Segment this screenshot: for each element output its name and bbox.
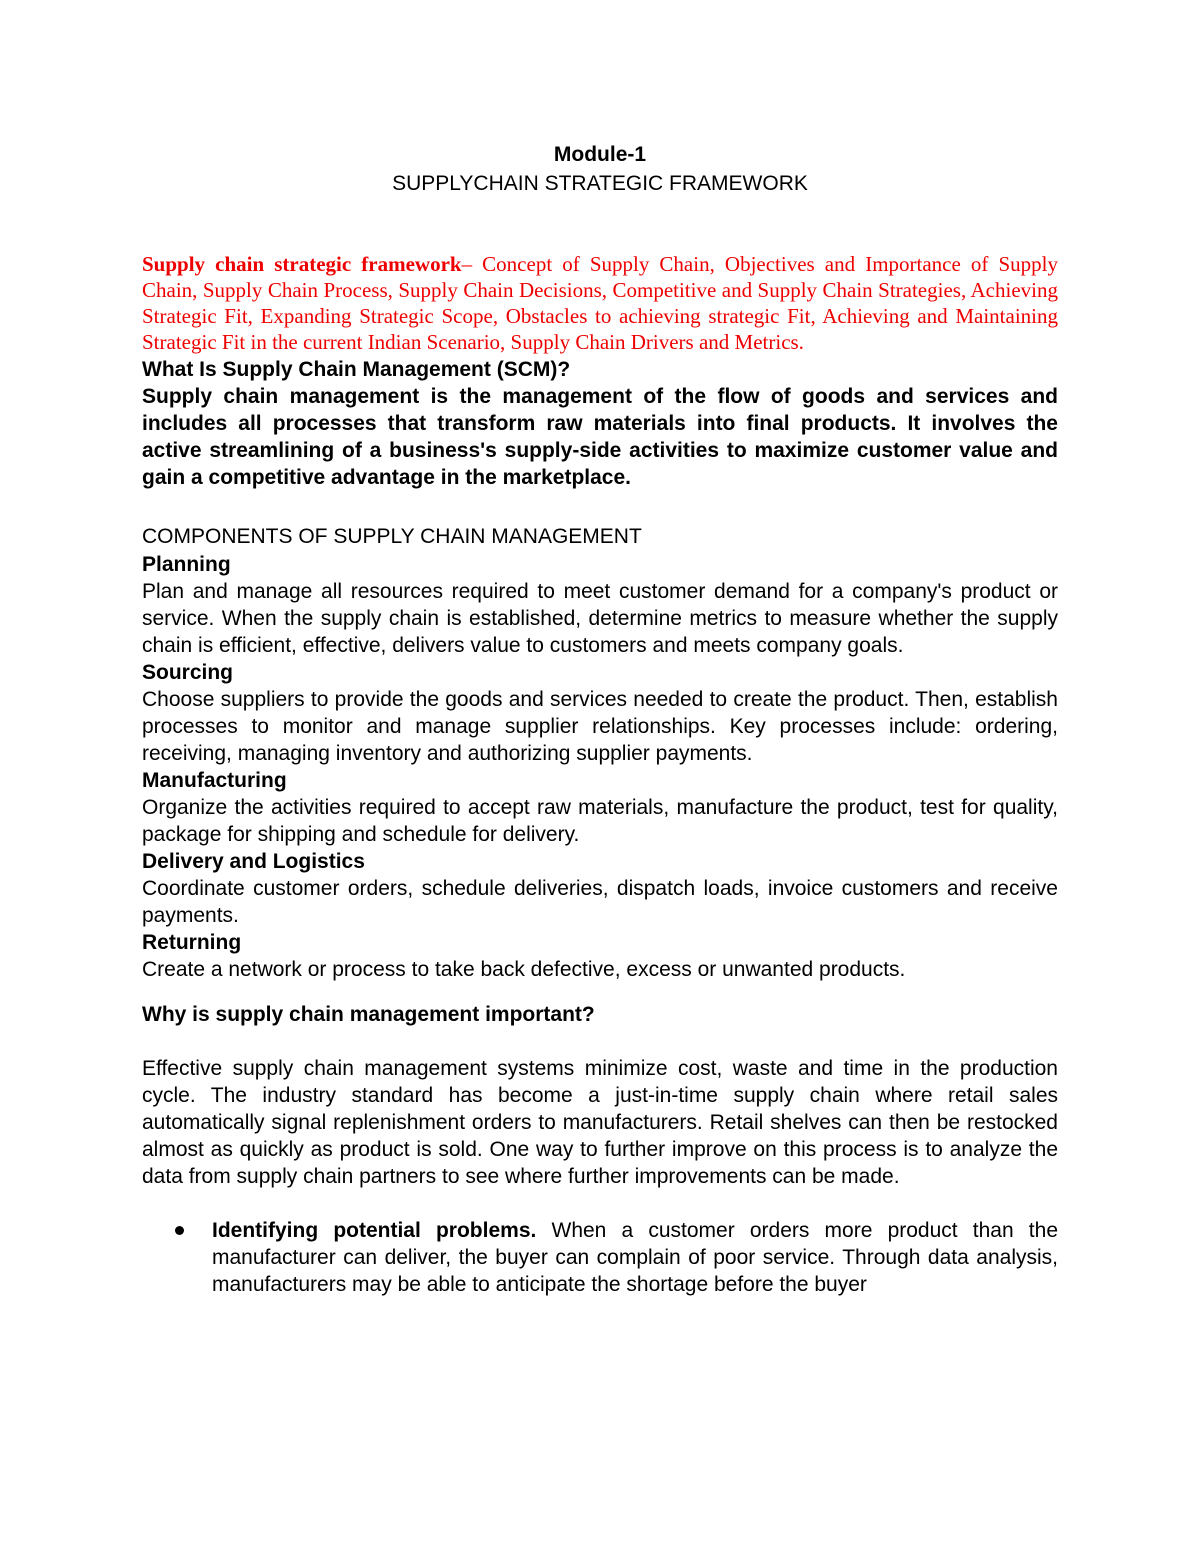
importance-bullet-list (142, 1217, 1058, 1298)
scm-definition: Supply chain management is the management of the flow of goods and services and includes all processes that transform raw materials into final products. It involves the active streamlining of a business's supply-side activities to maximize customer value and gain a competitive advantage in the marketplace. (142, 385, 1058, 489)
intro-paragraph (142, 251, 1058, 355)
importance-heading: Why is supply chain management important? (142, 1003, 595, 1026)
list-item (142, 1217, 1058, 1298)
component-text: Coordinate customer orders, schedule deliveries, dispatch loads, invoice customers and receive payments. (142, 877, 1058, 927)
component-planning (142, 551, 1058, 659)
component-title: Manufacturing (142, 769, 287, 792)
bullet-icon (175, 1226, 184, 1235)
scm-question-heading: What Is Supply Chain Management (SCM)? (142, 358, 571, 381)
component-text: Create a network or process to take back defective, excess or unwanted products. (142, 958, 906, 981)
component-sourcing (142, 659, 1058, 767)
component-title: Delivery and Logistics (142, 850, 365, 873)
component-text: Plan and manage all resources required to meet customer demand for a company's product or service. When the supply chain is established, determine metrics to measure whether the supply chain is efficient, effective, delivers value to customers and meets company goals. (142, 580, 1058, 657)
document-title: SUPPLYCHAIN STRATEGIC FRAMEWORK (392, 172, 808, 195)
intro-dash: – (461, 252, 483, 276)
component-text: Choose suppliers to provide the goods and services needed to create the product. Then, establish processes to monitor and manage supplier relationships. Key processes include: ordering, receiving, managing inventory and authorizing supplier payments. (142, 688, 1058, 765)
components-heading: COMPONENTS OF SUPPLY CHAIN MANAGEMENT (142, 525, 642, 548)
importance-paragraph: Effective supply chain management systems minimize cost, waste and time in the production cycle. The industry standard has become a just-in-time supply chain where retail sales automatically signal replenishment orders to manufacturers. Retail shelves can then be restocked almost as quickly as product is sold. One way to further improve on this process is to analyze the data from supply chain partners to see where further improvements can be made. (142, 1057, 1058, 1188)
module-title: Module-1 (553, 143, 647, 166)
bullet-text: When a customer orders more product than the manufacturer can deliver, the buyer can complain of poor service. Through data analysis, manufacturers may be able to anticipate the shortage before the buyer (212, 1219, 1058, 1296)
component-returning (142, 929, 1058, 983)
intro-text: Concept of Supply Chain, Objectives and Importance of Supply Chain, Supply Chain Process, Supply Chain Decisions, Competitive and Supply Chain Strategies, Achieving Strategic Fit, Expanding Strategic Scope, Obstacles to achieving strategic Fit, Achieving and Maintaining Strategic Fit in the current Indian Scenario, Supply Chain Drivers and Metrics. (142, 252, 1058, 354)
intro-label: Supply chain strategic framework (142, 252, 462, 276)
component-title: Sourcing (142, 661, 234, 684)
component-title: Returning (142, 931, 242, 954)
document-page (142, 140, 1058, 1298)
component-text: Organize the activities required to accept raw materials, manufacture the product, test for quality, package for shipping and schedule for delivery. (142, 796, 1058, 846)
component-manufacturing (142, 767, 1058, 848)
component-title: Planning (142, 553, 231, 576)
bullet-lead: Identifying potential problems. (212, 1219, 537, 1242)
component-delivery (142, 848, 1058, 929)
